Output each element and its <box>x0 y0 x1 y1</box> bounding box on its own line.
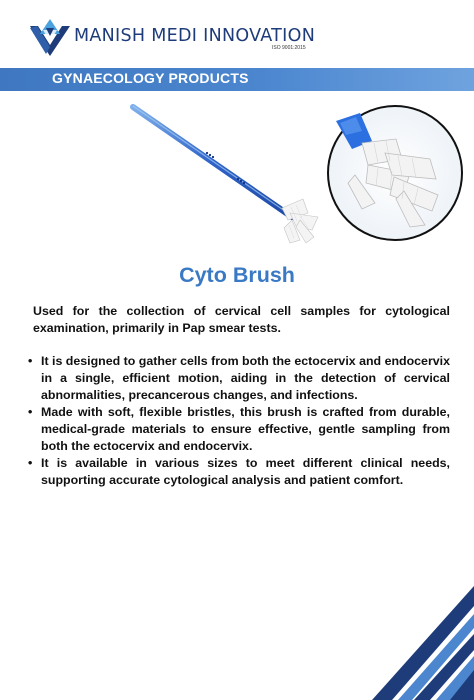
category-title: GYNAECOLOGY PRODUCTS <box>52 70 249 86</box>
bullet-icon: • <box>28 456 33 470</box>
category-banner <box>0 68 474 91</box>
product-intro: Used for the collection of cervical cell samples for cytological examination, primarily in Pap smear tests. <box>33 304 450 335</box>
bullet-icon: • <box>28 405 33 419</box>
bullet-icon: • <box>28 354 33 368</box>
feature-item <box>28 455 450 489</box>
feature-item <box>28 404 450 455</box>
brand-name: MANISH MEDI INNOVATION <box>74 26 316 46</box>
company-logo-icon <box>28 14 72 58</box>
product-title: Cyto Brush <box>179 263 295 287</box>
feature-list <box>28 353 450 489</box>
feature-text: It is available in various sizes to meet different clinical needs, supporting accurate cytological analysis and patient comfort. <box>41 456 450 487</box>
feature-text: It is designed to gather cells from both the ectocervix and endocervix in a single, efficient motion, aiding in the detection of cervical abnormalities, precancerous changes, and infections. <box>41 354 450 402</box>
feature-item <box>28 353 450 404</box>
cyto-brush-icon <box>0 95 474 260</box>
iso-certification: ISO 9001:2015 <box>272 45 306 51</box>
diagonal-stripes-icon <box>364 580 474 700</box>
feature-text: Made with soft, flexible bristles, this brush is crafted from durable, medical-grade materials to ensure effective, gentle sampling from both the ectocervix and endocervix. <box>41 405 450 453</box>
